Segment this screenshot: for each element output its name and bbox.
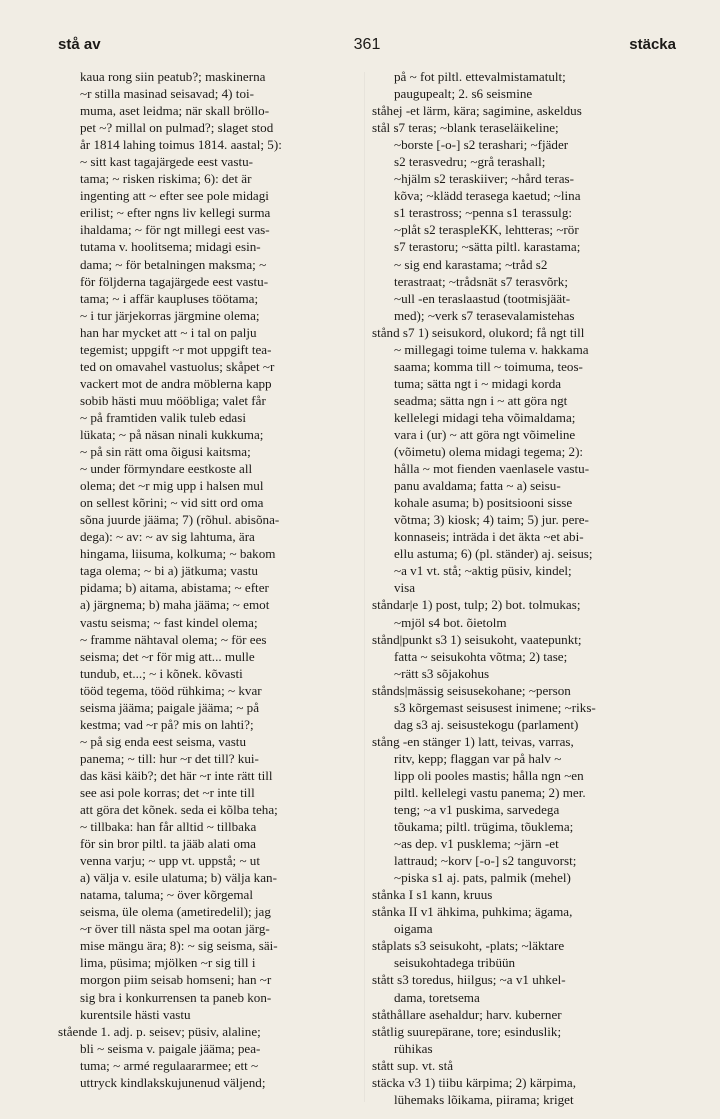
text-line: s3 kõrgemast seisusest inimene; ~riks- (394, 699, 596, 715)
text-line: ståthållare asehaldur; harv. kuberner (372, 1006, 562, 1022)
text-line: tundub, et...; ~ i kõnek. kõvasti (80, 665, 243, 681)
text-line: s7 terastoru; ~sätta piltl. karastama; (394, 239, 581, 255)
text-line: a) järgnema; b) maha jääma; ~ emot (80, 597, 270, 613)
text-line: stånd s7 1) seisukord, olukord; få ngt till (372, 324, 585, 340)
text-line: ~mjöl s4 bot. õietolm (394, 614, 507, 630)
text-line: stått s3 toredus, hiilgus; ~a v1 uhkel- (372, 972, 566, 988)
text-line: bli ~ seisma v. paigale jääma; pea- (80, 1040, 261, 1056)
text-line: natama, taluma; ~ över kõrgemal (80, 887, 253, 903)
text-line: muma, aset leidma; när skall bröllo- (80, 103, 270, 119)
text-line: ~r stilla masinad seisavad; 4) toi- (80, 86, 254, 102)
text-line: dega): ~ av: ~ av sig lahtuma, ära (80, 529, 255, 545)
text-line: tama; ~ risken riskima; 6): det är (80, 171, 252, 187)
text-line: ~ under förmyndare eestkoste all (80, 461, 253, 477)
header-last-entry: stäcka (629, 36, 676, 53)
text-line: pet ~? millal on pulmad?; slaget stod (80, 120, 274, 136)
text-line: piltl. kellelegi vastu panema; 2) mer. (394, 784, 586, 800)
text-line: ståhej -et lärm, kära; sagimine, askeldus (372, 103, 582, 119)
text-line: dama; ~ för betalningen maksma; ~ (80, 256, 267, 272)
text-line: ~ på sig enda eest seisma, vastu (80, 733, 246, 749)
text-line: ellu astuma; 6) (pl. ständer) aj. seisus; (394, 546, 593, 562)
text-line: terastraat; ~trådsnät s7 terasvõrk; (394, 273, 568, 289)
text-line: för följderna tagajärgede eest vastu- (80, 273, 269, 289)
text-line: år 1814 lahing toimus 1814. aastal; 5): (80, 137, 282, 153)
text-line: ~piska s1 aj. pats, palmik (mehel) (394, 870, 571, 886)
text-line: vara i (ur) ~ att göra ngt võimeline (394, 426, 576, 442)
text-line: ~ framme nähtaval olema; ~ för ees (80, 631, 267, 647)
text-line: seadma; sätta ngn i ~ att göra ngt (394, 392, 568, 408)
text-line: seisukohtadega tribüün (394, 955, 516, 971)
text-line: kellelegi midagi teha võimaldama; (394, 409, 576, 425)
text-line: ~r över till nästa spel ma ootan järg- (80, 921, 270, 937)
header-first-entry: stå av (58, 36, 101, 53)
text-line: ståplats s3 seisukoht, -plats; ~läktare (372, 938, 565, 954)
text-line: olema; det ~r mig upp i halsen mul (80, 478, 264, 494)
text-line: võtma; 3) kiosk; 4) taim; 5) jur. pere- (394, 512, 589, 528)
text-line: lattraud; ~korv [-o-] s2 tanguvorst; (394, 853, 577, 869)
page-header (58, 36, 676, 60)
text-line: stål s7 teras; ~blank teraseläikeline; (372, 120, 559, 136)
text-line: dag s3 aj. seisustekogu (parlament) (394, 716, 579, 732)
text-line: stått sup. vt. stå (372, 1057, 454, 1073)
text-line: see asi pole korras; det ~r inte till (80, 784, 255, 800)
text-line: på ~ fot piltl. ettevalmistamatult; (394, 69, 566, 84)
right-column (372, 68, 676, 1108)
text-line: kurentsile hästi vastu (80, 1006, 191, 1022)
text-line: paugupealt; 2. s6 seismine (394, 86, 533, 102)
text-line: lühemaks lõikama, piirama; kriget (394, 1091, 574, 1107)
text-line: ~ i tur järjekorras järgmine olema; (80, 307, 260, 323)
text-line: ~as dep. v1 pusklema; ~järn -et (394, 836, 559, 852)
text-line: ~plåt s2 teraspleKK, lehtteras; ~rör (394, 222, 579, 238)
text-line: seisma; det ~r för mig att... mulle (80, 648, 255, 664)
text-line: ~a v1 vt. stå; ~aktig püsiv, kindel; (394, 563, 572, 579)
text-line: (võimetu) olema midagi tegema; 2): (394, 444, 584, 460)
text-line: ~borste [-o-] s2 terashari; ~fjäder (394, 137, 569, 153)
text-line: stånds|mässig seisusekohane; ~person (372, 682, 571, 698)
text-line: ståtlig suurepärane, tore; esinduslik; (372, 1023, 562, 1039)
text-line: ~ på framtiden valik tuleb edasi (80, 409, 246, 425)
text-line: ted on omavahel vastuolus; skåpet ~r (80, 358, 275, 374)
text-line: ingenting att ~ efter see pole midagi (80, 188, 269, 204)
text-line: sig bra i konkurrensen ta paneb kon- (80, 989, 272, 1005)
text-line: on sellest kõrini; ~ vid sitt ord oma (80, 495, 264, 511)
text-line: tutama v. hoolitsema; midagi esin- (80, 239, 261, 255)
text-line: stånka I s1 kann, kruus (372, 887, 493, 903)
text-line: seisma jääma; paigale jääma; ~ på (80, 699, 260, 715)
text-line: kestma; vad ~r på? mis on lahti?; (80, 716, 254, 732)
text-line: hingama, liisuma, kolkuma; ~ bakom (80, 546, 276, 562)
text-line: tama; ~ i affär kaupluses töötama; (80, 290, 259, 306)
text-line: tegemist; uppgift ~r mot uppgift tea- (80, 341, 272, 357)
text-line: stånd|punkt s3 1) seisukoht, vaatepunkt; (372, 631, 582, 647)
text-line: rühikas (394, 1040, 433, 1056)
text-line: visa (394, 580, 416, 596)
text-line: tuma; sätta ngt i ~ midagi korda (394, 375, 562, 391)
page-number: 361 (353, 36, 381, 53)
text-line: a) välja v. esile ulatuma; b) välja kan- (80, 870, 277, 886)
text-line: ~ tillbaka: han får alltid ~ tillbaka (80, 819, 257, 835)
text-line: sõna juurde jääma; 7) (rõhul. abisõna- (80, 512, 280, 528)
text-line: lipp oli pooles mastis; hålla ngn ~en (394, 767, 584, 783)
text-line: kõva; ~klädd terasega kaetud; ~lina (394, 188, 581, 204)
text-line: ~rätt s3 sõjakohus (394, 665, 490, 681)
text-line: lima, püsima; mjölken ~r sig till i (80, 955, 256, 971)
text-line: för sin bror piltl. ta jääb alati oma (80, 836, 256, 852)
text-line: ~ millegagi toime tulema v. hakkama (394, 341, 589, 357)
text-line: stång -en stänger 1) latt, teivas, varras, (372, 733, 574, 749)
text-line: oigama (394, 921, 433, 937)
text-line: ~ull -en teraslaastud (tootmisjäät- (394, 290, 571, 306)
text-line: hålla ~ mot fienden vaenlasele vastu- (394, 461, 590, 477)
text-line: teng; ~a v1 puskima, sarvedega (394, 802, 560, 818)
text-line: taga olema; ~ bi a) jätkuma; vastu (80, 563, 258, 579)
text-line: sobib hästi muu mööbliga; valet får (80, 392, 266, 408)
text-line: kaua rong siin peatub?; maskinerna (80, 69, 266, 84)
text-line: seisma, üle olema (ametiredelil); jag (80, 904, 271, 920)
text-line: ~ sig end karastama; ~tråd s2 (394, 256, 548, 272)
left-column (58, 68, 356, 1108)
text-line: uttryck kindlakskujunenud väljend; (80, 1074, 266, 1090)
text-line: ståndar|e 1) post, tulp; 2) bot. tolmukas; (372, 597, 581, 613)
text-line: med); ~verk s7 terasevalamistehas (394, 307, 575, 323)
text-line: stäcka v3 1) tiibu kärpima; 2) kärpima, (372, 1074, 576, 1090)
text-line: mise mängu ära; 8): ~ sig seisma, säi- (80, 938, 278, 954)
text-line: vackert mot de andra möblerna kapp (80, 375, 272, 391)
text-line: stånka II v1 ähkima, puhkima; ägama, (372, 904, 573, 920)
text-line: vastu seisma; ~ fast kindel olema; (80, 614, 258, 630)
text-line: lükata; ~ på näsan ninali kukkuma; (80, 426, 264, 442)
text-line: tööd tegema, tööd rühkima; ~ kvar (80, 682, 262, 698)
text-line: pidama; b) aitama, abistama; ~ efter (80, 580, 269, 596)
text-line: fatta ~ seisukohta võtma; 2) tase; (394, 648, 568, 664)
text-line: ~ sitt kast tagajärgede eest vastu- (80, 154, 254, 170)
text-line: ritv, kepp; flaggan var på halv ~ (394, 750, 562, 766)
text-line: dama, toretsema (394, 989, 480, 1005)
text-line: att göra det kõnek. seda ei kõlba teha; (80, 802, 278, 818)
text-line: s2 terasvedru; ~grå terashall; (394, 154, 546, 170)
text-line: han har mycket att ~ i tal on palju (80, 324, 257, 340)
text-line: ~ på sin rätt oma õigusi kaitsma; (80, 444, 251, 460)
text-line: venna varju; ~ upp vt. uppstå; ~ ut (80, 853, 260, 869)
text-line: morgon piim seisab homseni; han ~r (80, 972, 272, 988)
text-line: konnaseis; inträda i det äkta ~et abi- (394, 529, 584, 545)
text-line: saama; komma till ~ toimuma, teos- (394, 358, 583, 374)
text-line: erilist; ~ efter ngns liv kellegi surma (80, 205, 271, 221)
text-line: ~hjälm s2 teraskiiver; ~hård teras- (394, 171, 574, 187)
text-line: tõukama; piltl. trügima, tõuklema; (394, 819, 574, 835)
text-line: stående 1. adj. p. seisev; püsiv, alaline; (58, 1023, 261, 1039)
column-divider (364, 72, 365, 1102)
text-line: ihaldama; ~ för ngt millegi eest vas- (80, 222, 270, 238)
text-line: s1 terastross; ~penna s1 terassulg: (394, 205, 572, 221)
text-line: panema; ~ till: hur ~r det till? kui- (80, 750, 259, 766)
text-line: tuma; ~ armé regulaararmee; ett ~ (80, 1057, 259, 1073)
text-line: kohale asuma; b) positsiooni sisse (394, 495, 573, 511)
text-line: panu avaldama; fatta ~ a) seisu- (394, 478, 561, 494)
text-line: das käsi käib?; det här ~r inte rätt till (80, 767, 273, 783)
